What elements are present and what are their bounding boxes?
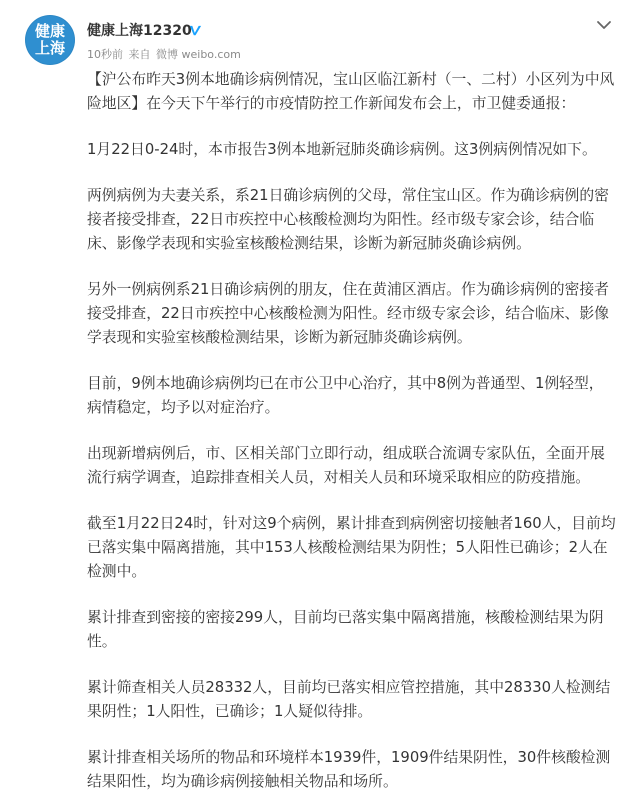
post-paragraph: 累计排查到密接的密接299人，目前均已落实集中隔离措施，核酸检测结果为阴性。: [87, 609, 604, 650]
post-paragraph: 1月22日0-24时，本市报告3例本地新冠肺炎确诊病例。这3例病例情况如下。: [87, 141, 597, 158]
post-paragraph: 截至1月22日24时，针对这9个病例，累计排查到病例密切接触者160人，目前均已落实集中隔离措施，其中153人核酸检测结果为阴性；5人阳性已确诊；2人在检测中。: [87, 515, 616, 580]
source-prefix: 来自: [128, 48, 151, 61]
post-time[interactable]: 10秒前: [87, 48, 123, 61]
post-source[interactable]: 微博 weibo.com: [156, 48, 241, 61]
post-paragraph: 目前，9例本地确诊病例均已在市公卫中心治疗，其中8例为普通型、1例轻型，病情稳定，均予以对症治疗。: [87, 375, 604, 416]
username-link[interactable]: 健康上海12320: [87, 23, 192, 39]
post-paragraph: 累计筛查相关人员28332人，目前均已落实相应管控措施，其中28330人检测结果阴性；1人阳性，已确诊；1人疑似待排。: [87, 679, 611, 720]
verified-badge-icon: [188, 23, 203, 38]
avatar-text-line1: 健康: [34, 22, 65, 40]
chevron-down-icon[interactable]: [594, 15, 614, 35]
avatar[interactable]: [25, 15, 75, 65]
post-meta: [87, 48, 243, 62]
post-paragraph: 另外一例病例系21日确诊病例的朋友，住在黄浦区酒店。作为确诊病例的密接者接受排查，22日市疾控中心核酸检测为阳性。经市级专家会诊，结合临床、影像学表现和实验室核酸检测结果，诊断为新冠肺炎确诊病例。: [87, 281, 609, 346]
post-paragraph: 累计排查相关场所的物品和环境样本1939件，1909件结果阴性，30件核酸检测结果阳性，均为确诊病例接触相关物品和场所。: [87, 749, 611, 790]
post-content: [87, 68, 617, 797]
avatar-text-line2: 上海: [34, 39, 65, 57]
post-paragraph: 出现新增病例后，市、区相关部门立即行动，组成联合流调专家队伍，全面开展流行病学调查，追踪排查相关人员，对相关人员和环境采取相应的防疫措施。: [87, 445, 605, 486]
post-paragraph: 两例病例为夫妻关系，系21日确诊病例的父母，常住宝山区。作为确诊病例的密接者接受排查，22日市疾控中心核酸检测均为阳性。经市级专家会诊，结合临床、影像学表现和实验室核酸检测结果，诊断为新冠肺炎确诊病例。: [87, 187, 609, 252]
post-paragraph: 【沪公布昨天3例本地确诊病例情况，宝山区临江新村（一、二村）小区列为中风险地区】在今天下午举行的市疫情防控工作新闻发布会上，市卫健委通报：: [87, 71, 615, 112]
